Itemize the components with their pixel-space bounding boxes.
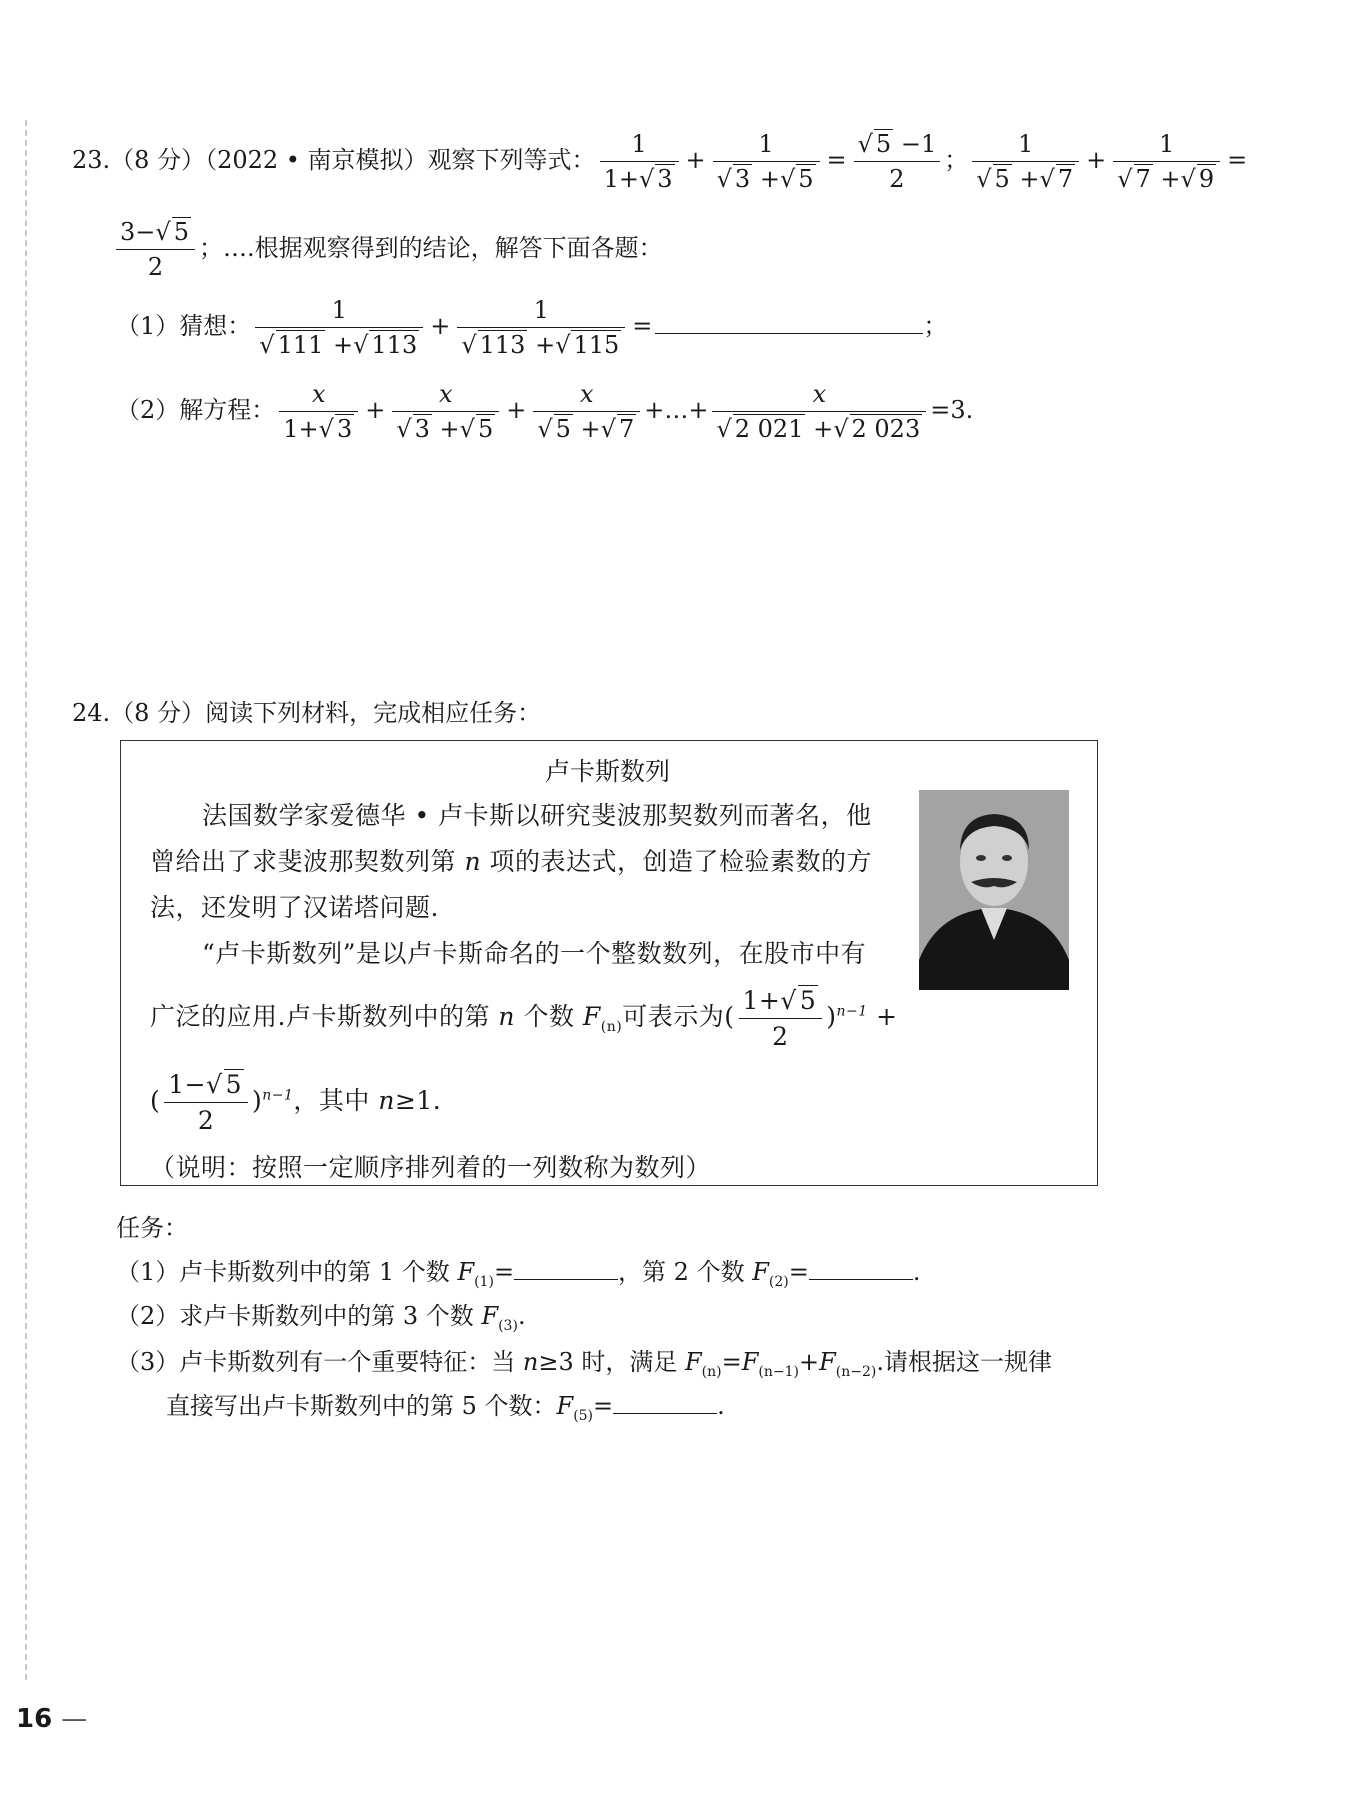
answer-blank[interactable] bbox=[655, 311, 923, 334]
fraction: $\frac{1}{√ 3 +√ 5}$ bbox=[713, 130, 820, 193]
fraction: $\frac{1}{√ 7 +√ 9}$ bbox=[1113, 130, 1220, 193]
para1-line2: 曾给出了求斐波那契数列第 n 项的表达式，创造了检验素数的方 bbox=[150, 847, 873, 876]
q23-part2: （2）解方程： $\frac{x}{1+√ 3}$ + $\frac{x}{√ 3 +√ 5}$ + $\frac{x}{√ 5 +√ 7}$ +…+ $\frac{x}{√ 2 021 +√ 2 023}$ =3. bbox=[116, 380, 974, 443]
fraction: $\frac{1}{√ 111 +√ 113}$ bbox=[255, 296, 423, 359]
para1-line1: 法国数学家爱德华 • 卢卡斯以研究斐波那契数列而著名，他 bbox=[202, 801, 872, 830]
q23-part1: （1）猜想： $\frac{1}{√ 111 +√ 113}$ + $\frac{1}{√ 113 +√ 115}$ = ； bbox=[116, 296, 948, 359]
note: （说明：按照一定顺序排列着的一列数称为数列） bbox=[150, 1153, 712, 1182]
q23-line1: 23.（8 分）（2022 • 南京模拟）观察下列等式： $\frac{1}{1+√ 3}$ + $\frac{1}{√ 3 +√ 5}$ = $\frac{√ 5 -1}{2}$ ； $\frac{1}{√ 5 +√ 7}$ + $\frac{1}{√ 7 +√ 9}$ = bbox=[72, 130, 1248, 193]
para2-line2: 广泛的应用.卢卡斯数列中的第 n 个数 $F_{(n)}$可表示为( $\frac{1+√ 5}{2}$ )$^{n-1}$ + bbox=[150, 986, 898, 1051]
fraction: $\frac{1}{√ 113 +√ 115}$ bbox=[457, 296, 625, 359]
fraction: $\frac{x}{√ 2 021 +√ 2 023}$ bbox=[712, 380, 926, 443]
page-number: 16 — bbox=[16, 1704, 88, 1734]
para2-line3: ( $\frac{1-√ 5}{2}$ )$^{n-1}$，其中 n≥1. bbox=[150, 1070, 442, 1135]
margin-dashed-line bbox=[25, 120, 27, 1680]
task-3-line2: 直接写出卢卡斯数列中的第 5 个数：$F_{(5)}=$ . bbox=[166, 1392, 725, 1424]
answer-blank[interactable] bbox=[514, 1257, 618, 1280]
tasks-label: 任务： bbox=[116, 1214, 188, 1242]
q23-line2: $\frac{3-√ 5}{2}$ ；….根据观察得到的结论，解答下面各题： bbox=[112, 218, 663, 281]
fraction: $\frac{1}{√ 5 +√ 7}$ bbox=[972, 130, 1079, 193]
q23-header: 23.（8 分）（2022 • 南京模拟）观察下列等式： bbox=[72, 146, 596, 174]
task-1: （1）卢卡斯数列中的第 1 个数 $F_{(1)}=$ ，第 2 个数 $F_{(2)}=$ . bbox=[116, 1258, 921, 1290]
fraction: $\frac{x}{1+√ 3}$ bbox=[279, 380, 358, 443]
para2-line1: “卢卡斯数列”是以卢卡斯命名的一个整数数列，在股市中有 bbox=[202, 939, 867, 968]
fraction: $\frac{1}{1+√ 3}$ bbox=[600, 130, 679, 193]
task-3: （3）卢卡斯数列有一个重要特征：当 n≥3 时，满足 $F_{(n)}=F_{(n-1)}+F_{(n-2)}$.请根据这一规律 bbox=[116, 1348, 1052, 1380]
fraction: $\frac{x}{√ 5 +√ 7}$ bbox=[533, 380, 640, 443]
fraction: $\frac{1-√ 5}{2}$ bbox=[164, 1070, 248, 1135]
q24-header: 24.（8 分）阅读下列材料，完成相应任务： bbox=[72, 699, 542, 727]
answer-blank[interactable] bbox=[809, 1257, 913, 1280]
fraction: $\frac{3-√ 5}{2}$ bbox=[116, 218, 195, 281]
fraction: $\frac{x}{√ 3 +√ 5}$ bbox=[392, 380, 499, 443]
para1-line3: 法，还发明了汉诺塔问题. bbox=[150, 893, 439, 922]
answer-blank[interactable] bbox=[613, 1391, 717, 1414]
fraction: $\frac{√ 5 -1}{2}$ bbox=[854, 130, 941, 193]
task-2: （2）求卢卡斯数列中的第 3 个数 $F_{(3)}$. bbox=[116, 1302, 526, 1334]
box-title: 卢卡斯数列 bbox=[545, 757, 671, 786]
portrait-photo bbox=[919, 790, 1069, 990]
fraction: $\frac{1+√ 5}{2}$ bbox=[739, 986, 823, 1051]
